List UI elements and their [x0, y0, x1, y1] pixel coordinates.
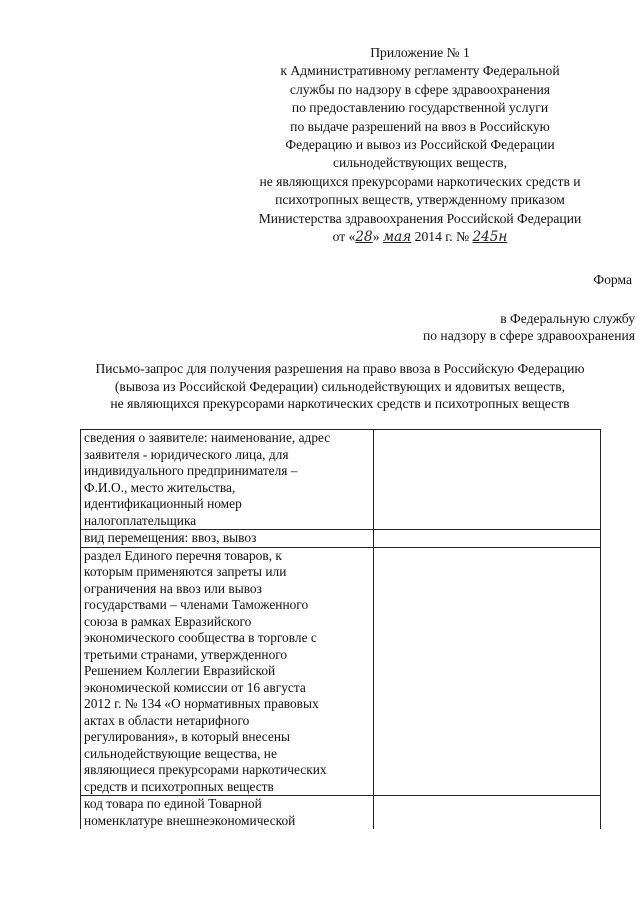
- form-label: Форма: [593, 272, 632, 287]
- date-year: 2014 г. №: [411, 229, 473, 245]
- label-line: средств и психотропных веществ: [84, 778, 274, 794]
- letter-title-line: (вывоза из Российской Федерации) сильнодействующих и ядовитых веществ,: [114, 378, 566, 394]
- label-line: идентификационный номер: [84, 496, 242, 511]
- label-line: Ф.И.О., место жительства,: [84, 479, 236, 495]
- table-row: [81, 430, 601, 530]
- label-line: индивидуального предпринимателя –: [84, 463, 298, 478]
- value-field-commodity-code[interactable]: [373, 796, 600, 830]
- addressee-line: в Федеральную службу: [500, 311, 635, 326]
- row-label-applicant: [81, 430, 374, 530]
- label-line: экономического сообщества в торговле с: [84, 630, 317, 645]
- appendix-line: Министерства здравоохранения Российской Федерации: [258, 210, 582, 226]
- label-line: вид перемещения: ввоз, вывоз: [84, 530, 257, 545]
- letter-title-line: не являющихся прекурсорами наркотических средств и психотропных веществ: [110, 396, 570, 411]
- handwritten-day: 28: [355, 229, 373, 246]
- appendix-header: [200, 44, 640, 246]
- label-line: раздел Единого перечня товаров, к: [84, 547, 282, 563]
- label-line: номенклатуре внешнеэкономической: [84, 812, 296, 828]
- request-form-table: [80, 429, 601, 829]
- label-line: Решением Коллегии Евразийской: [84, 663, 276, 678]
- handwritten-order-number: 245н: [472, 229, 508, 246]
- label-line: 2012 г. № 134 «О нормативных правовых: [84, 696, 319, 711]
- label-line: заявителя - юридического лица, для: [84, 446, 289, 462]
- appendix-line: к Административному регламенту Федеральной: [280, 63, 560, 79]
- date-prefix: от «: [332, 229, 356, 245]
- date-mid: »: [372, 229, 383, 245]
- label-line: код товара по единой Товарной: [84, 796, 262, 811]
- letter-title-line: Письмо-запрос для получения разрешения на право ввоза в Российскую Федерацию: [95, 361, 585, 376]
- appendix-line: не являющихся прекурсорами наркотических средств и: [259, 173, 581, 189]
- label-line: третьими странами, утвержденного: [84, 646, 288, 662]
- label-line: являющиеся прекурсорами наркотических: [84, 762, 327, 777]
- addressee-line: по надзору в сфере здравоохранения: [422, 328, 635, 343]
- value-field-applicant[interactable]: [373, 430, 600, 530]
- letter-title: [52, 360, 628, 413]
- label-line: союза в рамках Евразийского: [84, 613, 252, 629]
- row-label-movement-type: [81, 530, 374, 548]
- label-line: которым применяются запреты или: [84, 564, 287, 579]
- appendix-line: сильнодействующих веществ,: [332, 155, 508, 171]
- label-line: сведения о заявителе: наименование, адрес: [84, 430, 331, 445]
- label-line: экономической комиссии от 16 августа: [84, 679, 306, 695]
- addressee-block: [300, 310, 635, 344]
- row-label-goods-list-section: [81, 547, 374, 796]
- table-row: [81, 796, 601, 830]
- row-label-commodity-code: [81, 796, 374, 830]
- label-line: актах в области нетарифного: [84, 712, 250, 728]
- label-line: сильнодействующие вещества, не: [84, 745, 277, 761]
- appendix-line: психотропных веществ, утвержденному приказом: [275, 192, 565, 208]
- table-row: [81, 547, 601, 796]
- handwritten-month: мая: [382, 229, 412, 246]
- label-line: государствами – членами Таможенного: [84, 597, 309, 612]
- appendix-line: Приложение № 1: [370, 45, 470, 60]
- label-line: ограничения на ввоз или вывоз: [84, 580, 262, 596]
- table-row: [81, 530, 601, 548]
- appendix-line: по выдаче разрешений на ввоз в Российскую: [290, 118, 550, 134]
- order-date-line: [200, 228, 640, 246]
- appendix-line: Федерацию и вывоз из Российской Федерации: [285, 137, 555, 153]
- value-field-goods-list-section[interactable]: [373, 547, 600, 796]
- appendix-line: по предоставлению государственной услуги: [291, 100, 549, 116]
- appendix-line: службы по надзору в сфере здравоохранения: [289, 81, 551, 97]
- value-field-movement-type[interactable]: [373, 530, 600, 548]
- label-line: регулирования», в который внесены: [84, 729, 291, 744]
- label-line: налогоплательщика: [84, 512, 197, 528]
